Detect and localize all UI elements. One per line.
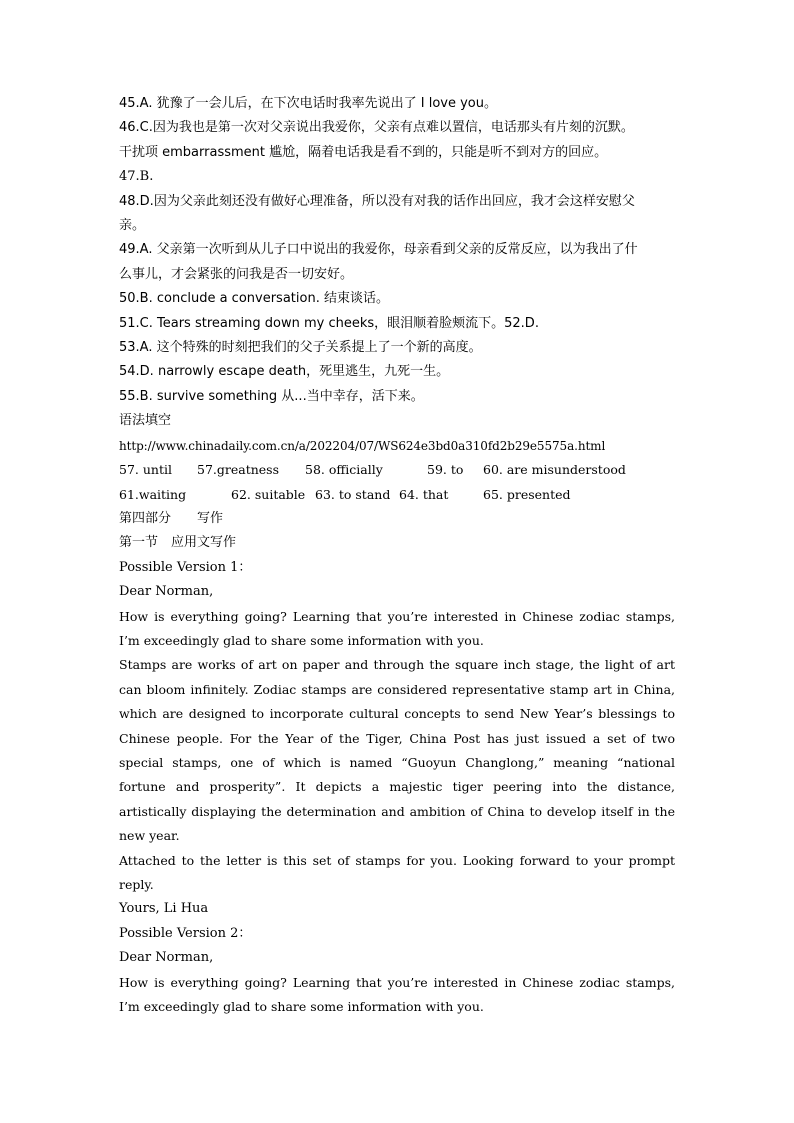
- grammar-heading: 语法填空: [119, 413, 172, 429]
- grammar-answer: 65. presented: [483, 486, 571, 502]
- grammar-answer: 60. are misunderstood: [483, 462, 626, 478]
- version1-salutation: Dear Norman,: [119, 584, 214, 600]
- grammar-answer: 58. officially: [305, 462, 383, 478]
- part4-heading: 第四部分 写作: [119, 510, 224, 526]
- answer-54: 54.D. narrowly escape death，死里逃生，九死一生。: [119, 364, 450, 380]
- version1-paragraph-2: Stamps are works of art on paper and through the square inch stage, the light of art can bloom infinitely. Zodiac stamps are considered representative stamp art in China, which are designed to incorporate cultural concepts to send New Year’s blessings to Chinese people. For the Year of the Tiger, China Post has just issued a set of two special stamps, one of which is named “Guoyun Changlong,” meaning “national fortune and prosperity”. It depicts a majestic tiger peering into the distance, artistically displaying the determination and ambition of China to develop itself in the new year.: [119, 657, 675, 844]
- grammar-answer: 64. that: [399, 486, 449, 502]
- grammar-answer: 57. until: [119, 462, 172, 478]
- answer-49: 49.A. 父亲第一次听到从儿子口中说出的我爱你，母亲看到父亲的反常反应，以为我出了什: [119, 242, 638, 258]
- version1-paragraph-3: Attached to the letter is this set of stamps for you. Looking forward to your prompt reply.: [119, 852, 675, 892]
- answer-46-distractor: 干扰项 embarrassment 尴尬，隔着电话我是看不到的，只能是听不到对方的回应。: [119, 144, 608, 160]
- answer-49-cont: 么事儿，才会紧张的问我是否一切安好。: [119, 266, 354, 282]
- grammar-answers-row-2: [119, 483, 675, 507]
- grammar-answer: 62. suitable: [231, 486, 306, 502]
- version2-label: Possible Version 2：: [119, 925, 252, 941]
- answer-45: 45.A. 犹豫了一会儿后，在下次电话时我率先说出了 I love you。: [119, 96, 497, 111]
- version1-closing: Yours, Li Hua: [119, 901, 209, 917]
- document-page: [119, 92, 675, 1019]
- source-url: http://www.chinadaily.com.cn/a/202204/07/WS624e3bd0a310fd2b29e5575a.html: [119, 438, 606, 453]
- grammar-answer: 63. to stand: [315, 486, 391, 502]
- answer-51-52: 51.C. Tears streaming down my cheeks，眼泪顺着脸颊流下。52.D.: [119, 315, 539, 331]
- answer-48-cont: 亲。: [119, 218, 146, 234]
- version2-salutation: Dear Norman,: [119, 950, 214, 966]
- grammar-answer: 59. to: [427, 462, 464, 478]
- answer-55: 55.B. survive something 从...当中幸存，活下来。: [119, 388, 424, 404]
- answer-50: 50.B. conclude a conversation. 结束谈话。: [119, 291, 389, 307]
- version2-paragraph-1: How is everything going? Learning that you’re interested in Chinese zodiac stamps, I’m exceedingly glad to share some information with you.: [119, 974, 675, 1015]
- grammar-answer: 57.greatness: [197, 462, 280, 478]
- grammar-answer: 61.waiting: [119, 486, 187, 502]
- answer-53: 53.A. 这个特殊的时刻把我们的父子关系提上了一个新的高度。: [119, 340, 482, 356]
- version1-label: Possible Version 1：: [119, 559, 252, 575]
- section1-heading: 第一节 应用文写作: [119, 535, 237, 551]
- answer-46: 46.C.因为我也是第一次对父亲说出我爱你，父亲有点难以置信，电话那头有片刻的沉默。: [119, 120, 634, 136]
- answer-48: 48.D.因为父亲此刻还没有做好心理准备，所以没有对我的话作出回应，我才会这样安慰父: [119, 193, 635, 209]
- answer-47: 47.B.: [119, 169, 154, 185]
- grammar-answers-row-1: [119, 458, 675, 482]
- version1-paragraph-1: How is everything going? Learning that you’re interested in Chinese zodiac stamps, I’m exceedingly glad to share some information with you.: [119, 608, 675, 648]
